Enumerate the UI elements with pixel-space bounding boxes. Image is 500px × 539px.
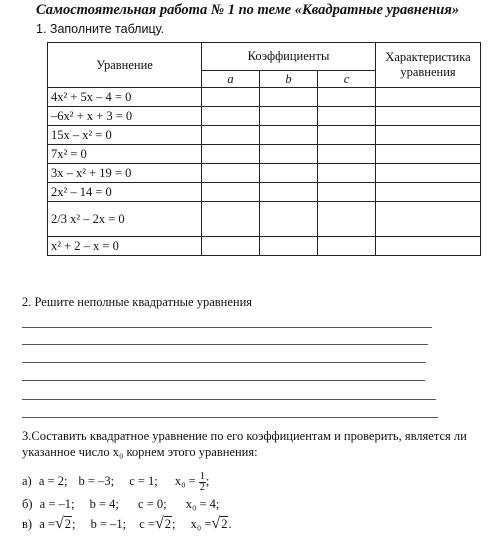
coef-a: a = 2; [38,474,68,489]
answer-cell[interactable] [202,88,260,107]
coef-c: c = 1; [129,474,158,489]
answer-cell[interactable] [202,164,260,183]
answer-cell[interactable] [318,183,376,202]
variant-prefix: а) [22,474,32,489]
answer-cell[interactable] [202,183,260,202]
variant-c [22,515,232,533]
x0-label: x₀ = [174,474,196,489]
answer-cell[interactable] [260,202,318,237]
answer-line[interactable] [22,399,436,400]
equation-cell: x² + 2 – x = 0 [48,237,202,256]
answer-cell[interactable] [376,164,481,183]
answer-cell[interactable] [260,88,318,107]
answer-cell[interactable] [318,88,376,107]
variant-b [22,497,219,512]
sqrt-symbol: √2 [154,515,171,532]
task2-label: 2. Решите неполные квадратные уравнения [22,295,253,309]
answer-line[interactable] [22,344,428,345]
coef-c: c = 0; [138,497,167,511]
answer-cell[interactable] [376,107,481,126]
answer-cell[interactable] [376,237,481,256]
x0-root: 2 [221,517,228,531]
coef-c-root: 2 [164,517,171,531]
header-b: b [260,71,318,88]
coef-a-label: a = [39,517,55,531]
x0-tail: ; [205,474,210,489]
coef-b: b = –3; [78,474,115,489]
task3-label: 3.Составить квадратное уравнение по его коэффициентам и проверить, является ли указанное число x₀ корнем этого уравнения: [22,429,467,459]
equation-cell: 2x² – 14 = 0 [48,183,202,202]
equation-cell: –6x² + x + 3 = 0 [48,107,202,126]
answer-cell[interactable] [260,237,318,256]
header-characteristic: Характеристика уравнения [376,43,481,88]
variant-a [22,472,209,493]
answer-cell[interactable] [318,202,376,237]
equation-cell: 3x – x² + 19 = 0 [48,164,202,183]
answer-line[interactable] [22,417,438,418]
answer-line[interactable] [22,380,425,381]
answer-cell[interactable] [202,145,260,164]
variant-prefix: в) [22,517,33,531]
header-equation: Уравнение [48,43,202,88]
answer-cell[interactable] [376,202,481,237]
answer-cell[interactable] [318,126,376,145]
x0-label: x₀ = [190,517,212,531]
equation-cell: 2/3 x² – 2x = 0 [48,202,202,237]
sqrt-symbol: √2 [211,515,228,532]
answer-cell[interactable] [260,145,318,164]
answer-cell[interactable] [376,183,481,202]
coef-a: a = –1; [39,497,75,511]
page-title: Самостоятельная работа № 1 по теме «Квадратные уравнения» [36,2,460,18]
header-a: a [202,71,260,88]
x0-denominator: 2 [199,482,205,493]
x0-value: x₀ = 4; [185,497,220,511]
answer-cell[interactable] [202,237,260,256]
x0-fraction [199,472,206,493]
answer-cell[interactable] [318,107,376,126]
answer-cell[interactable] [318,237,376,256]
coef-c-label: c = [139,517,155,531]
answer-cell[interactable] [202,126,260,145]
answer-cell[interactable] [376,126,481,145]
answer-line[interactable] [22,362,426,363]
answer-line[interactable] [22,327,432,328]
equation-cell: 7x² = 0 [48,145,202,164]
variant-prefix: б) [22,497,33,511]
sqrt-symbol: √2 [54,515,71,532]
coef-b: b = 4; [89,497,119,511]
x0-tail: . [228,517,232,531]
equations-table [47,42,481,256]
answer-cell[interactable] [260,164,318,183]
answer-cell[interactable] [202,107,260,126]
answer-cell[interactable] [376,88,481,107]
header-c: c [318,71,376,88]
answer-cell[interactable] [376,145,481,164]
coef-a-root: 2 [64,517,71,531]
answer-cell[interactable] [318,164,376,183]
equation-cell: 4x² + 5x – 4 = 0 [48,88,202,107]
x0-numerator: 1 [199,471,205,482]
answer-cell[interactable] [202,202,260,237]
answer-cell[interactable] [318,145,376,164]
answer-cell[interactable] [260,183,318,202]
answer-cell[interactable] [260,126,318,145]
coef-b: b = –1; [90,517,127,531]
header-coefficients: Коэффициенты [202,43,376,71]
task1-label: 1. Заполните таблицу. [36,22,165,36]
answer-cell[interactable] [260,107,318,126]
equation-cell: 15x – x² = 0 [48,126,202,145]
coef-c-tail: ; [172,517,176,531]
coef-a-tail: ; [71,517,76,531]
